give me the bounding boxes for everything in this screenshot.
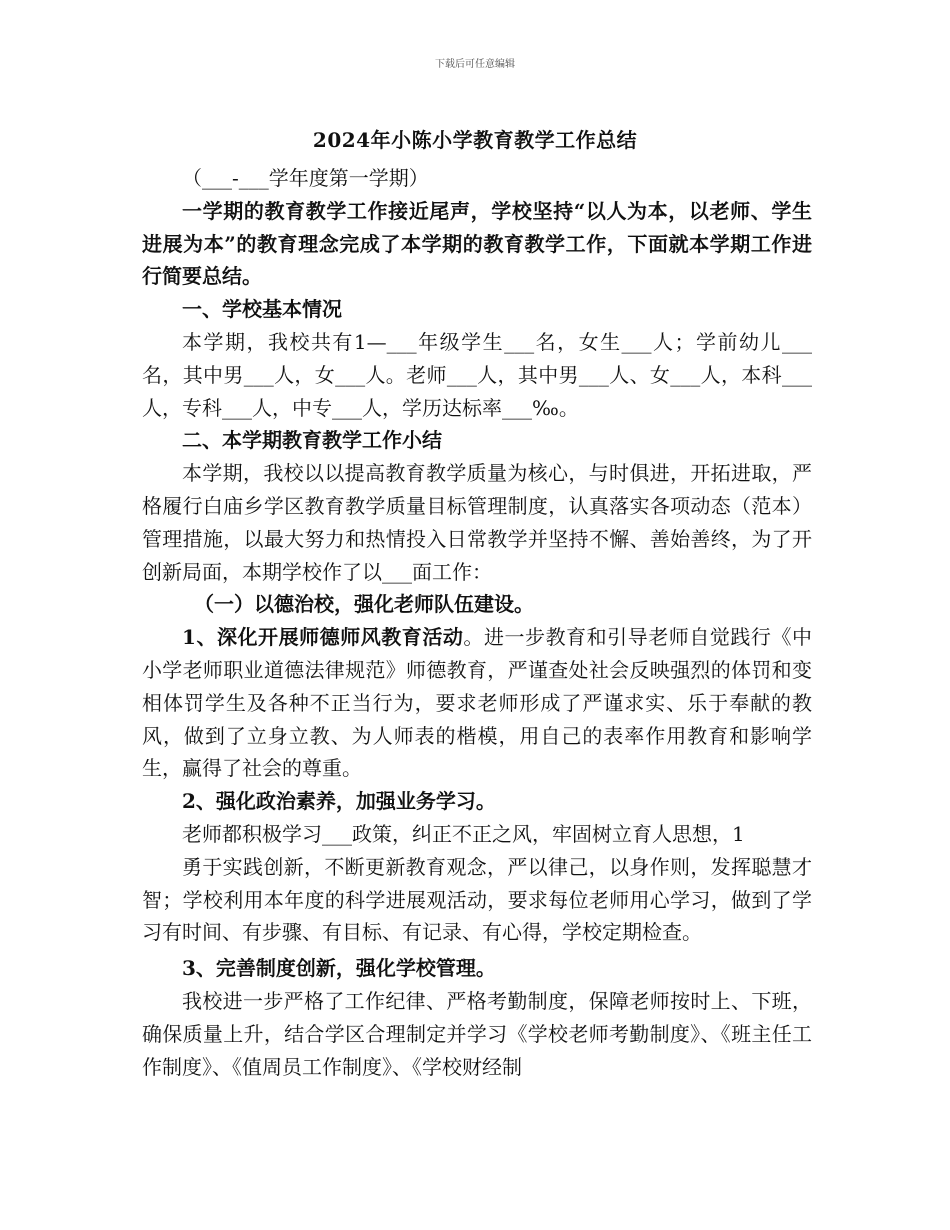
summary-paragraph: 本学期，我校以以提高教育教学质量为核心，与时俱进，开拓进取，严格履行白庙乡学区教育教学质量目标管理制度，认真落实各项动态（范本）管理措施，以最大努力和热情投入日常教学并坚持不懈、善始善终，为了开创新局面，本期学校作了以___面工作： xyxy=(142,461,812,584)
subsection-heading-1: （一）以德治校，强化老师队伍建设。 xyxy=(194,592,534,617)
term-subtitle: （___-___学年度第一学期） xyxy=(182,166,429,190)
document-title: 2024年小陈小学教育教学工作总结 xyxy=(312,128,638,152)
study-paragraph: 勇于实践创新，不断更新教育观念，严以律己，以身作则，发挥聪慧才智；学校利用本年度的科学进展观活动，要求每位老师用心学习，做到了学习有时间、有步骤、有目标、有记录、有心得，学校定期检查。 xyxy=(142,854,812,945)
section-heading-2: 二、本学期教育教学工作小结 xyxy=(182,428,442,453)
management-paragraph: 我校进一步严格了工作纪律、严格考勤制度，保障老师按时上、下班，确保质量上升，结合学区合理制定并学习《学校老师考勤制度》、《班主任工作制度》、《值周员工作制度》、《学校财经制 xyxy=(142,988,812,1079)
section-heading-1: 一、学校基本情况 xyxy=(182,297,342,322)
item-heading-2: 2、强化政治素养，加强业务学习。 xyxy=(182,789,496,814)
document-body xyxy=(142,162,812,1083)
ethics-lead: 1、深化开展师德师风教育活动 xyxy=(182,625,464,650)
intro-paragraph: 一学期的教育教学工作接近尾声，学校坚持“以人为本，以老师、学生进展为本”的教育理念完成了本学期的教育教学工作，下面就本学期工作进行简要总结。 xyxy=(142,198,812,289)
page-header: 下载后可任意编辑 xyxy=(435,59,515,70)
study-paragraph-line: 老师都积极学习___政策，纠正不正之风，牢固树立育人思想，1 xyxy=(182,821,745,846)
item-heading-3: 3、完善制度创新，强化学校管理。 xyxy=(182,956,496,981)
ethics-text: 。进一步教育和引导老师自觉践行《中小学老师职业道德法律规范》师德教育，严谨查处社会反映强烈的体罚和变相体罚学生及各种不正当行为，要求老师形成了严谨求实、乐于奉献的教风，做到了立身立教、为人师表的楷模，用自己的表率作用教育和影响学生，赢得了社会的尊重。 xyxy=(142,625,812,781)
ethics-paragraph xyxy=(142,621,812,785)
basic-info-paragraph: 本学期，我校共有1—___年级学生___名，女生___人；学前幼儿___名，其中男___人，女___人。老师___人，其中男___人、女___人，本科___人，专科___人，中专___人，学历达标率___‰。 xyxy=(142,329,812,420)
